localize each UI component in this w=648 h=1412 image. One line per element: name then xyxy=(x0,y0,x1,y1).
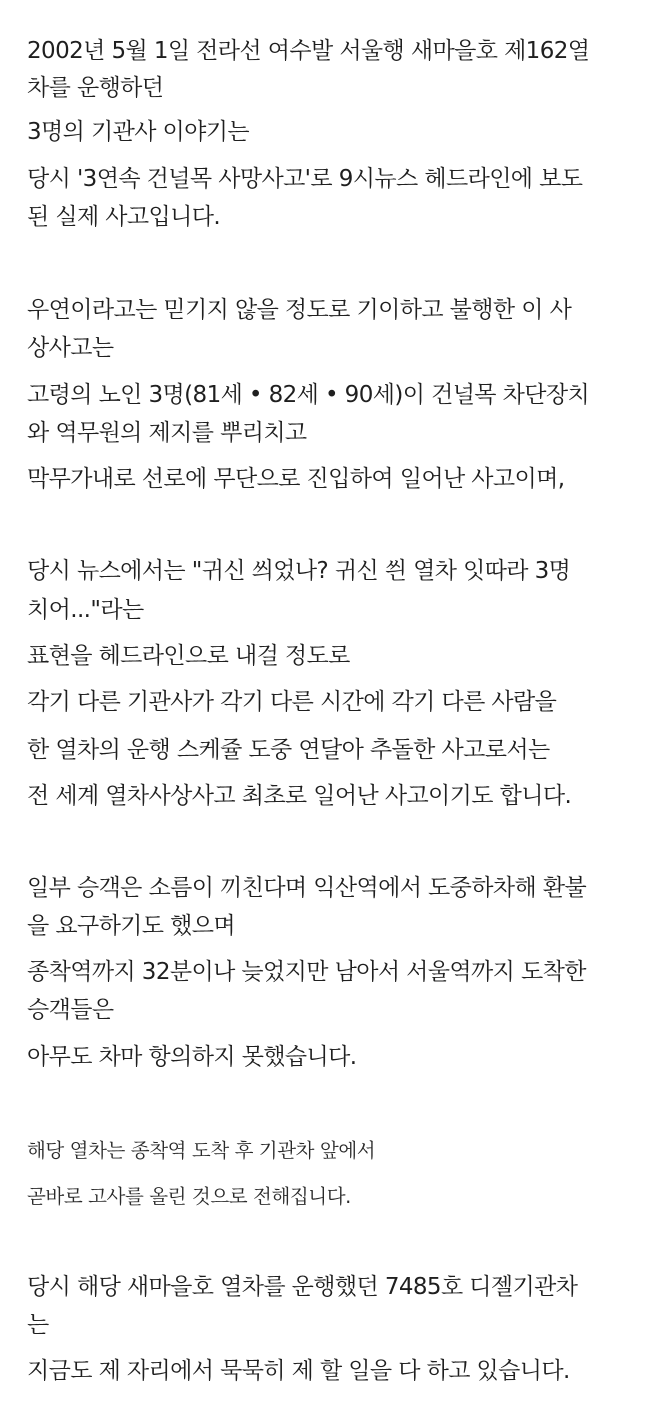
text-line: 당시 뉴스에서는 "귀신 씌었나? 귀신 씐 열차 잇따라 3명 xyxy=(27,558,571,584)
text-line: 막무가내로 선로에 무단으로 진입하여 일어난 사고이며, xyxy=(27,466,565,492)
text-line: 고령의 노인 3명(81세 • 82세 • 90세)이 건널목 차단장치 xyxy=(27,382,590,408)
text-line: 된 실제 사고입니다. xyxy=(27,204,221,230)
text-line: 곧바로 고사를 올린 것으로 전해집니다. xyxy=(27,1185,351,1208)
text-line: 치어..."라는 xyxy=(27,597,144,623)
text-line: 우연이라고는 믿기지 않을 정도로 기이하고 불행한 이 사 xyxy=(27,297,572,323)
text-line: 차를 운행하던 xyxy=(27,75,164,101)
text-line: 한 열차의 운행 스케쥴 도중 연달아 추돌한 사고로서는 xyxy=(27,737,550,763)
text-line: 와 역무원의 제지를 뿌리치고 xyxy=(27,420,307,446)
text-line: 당시 해당 새마을호 열차를 운행했던 7485호 디젤기관차 xyxy=(27,1274,578,1300)
text-line: 을 요구하기도 했으며 xyxy=(27,913,235,939)
text-line: 전 세계 열차사상사고 최초로 일어난 사고이기도 합니다. xyxy=(27,783,572,809)
text-line: 일부 승객은 소름이 끼친다며 익산역에서 도중하차해 환불 xyxy=(27,875,587,901)
text-line: 표현을 헤드라인으로 내걸 정도로 xyxy=(27,643,350,669)
text-line: 아무도 차마 항의하지 못했습니다. xyxy=(27,1044,357,1070)
text-line: 해당 열차는 종착역 도착 후 기관차 앞에서 xyxy=(27,1139,376,1162)
text-line: 당시 '3연속 건널목 사망사고'로 9시뉴스 헤드라인에 보도 xyxy=(27,166,583,192)
text-line: 각기 다른 기관사가 각기 다른 시간에 각기 다른 사람을 xyxy=(27,689,557,715)
text-line: 상사고는 xyxy=(27,335,114,361)
text-line: 3명의 기관사 이야기는 xyxy=(27,119,250,145)
text-line: 지금도 제 자리에서 묵묵히 제 할 일을 다 하고 있습니다. xyxy=(27,1358,570,1384)
text-line: 2002년 5월 1일 전라선 여수발 서울행 새마을호 제162열 xyxy=(27,38,590,64)
text-line: 는 xyxy=(27,1312,49,1338)
text-line: 종착역까지 32분이나 늦었지만 남아서 서울역까지 도착한 xyxy=(27,959,586,985)
text-line: 승객들은 xyxy=(27,997,114,1023)
